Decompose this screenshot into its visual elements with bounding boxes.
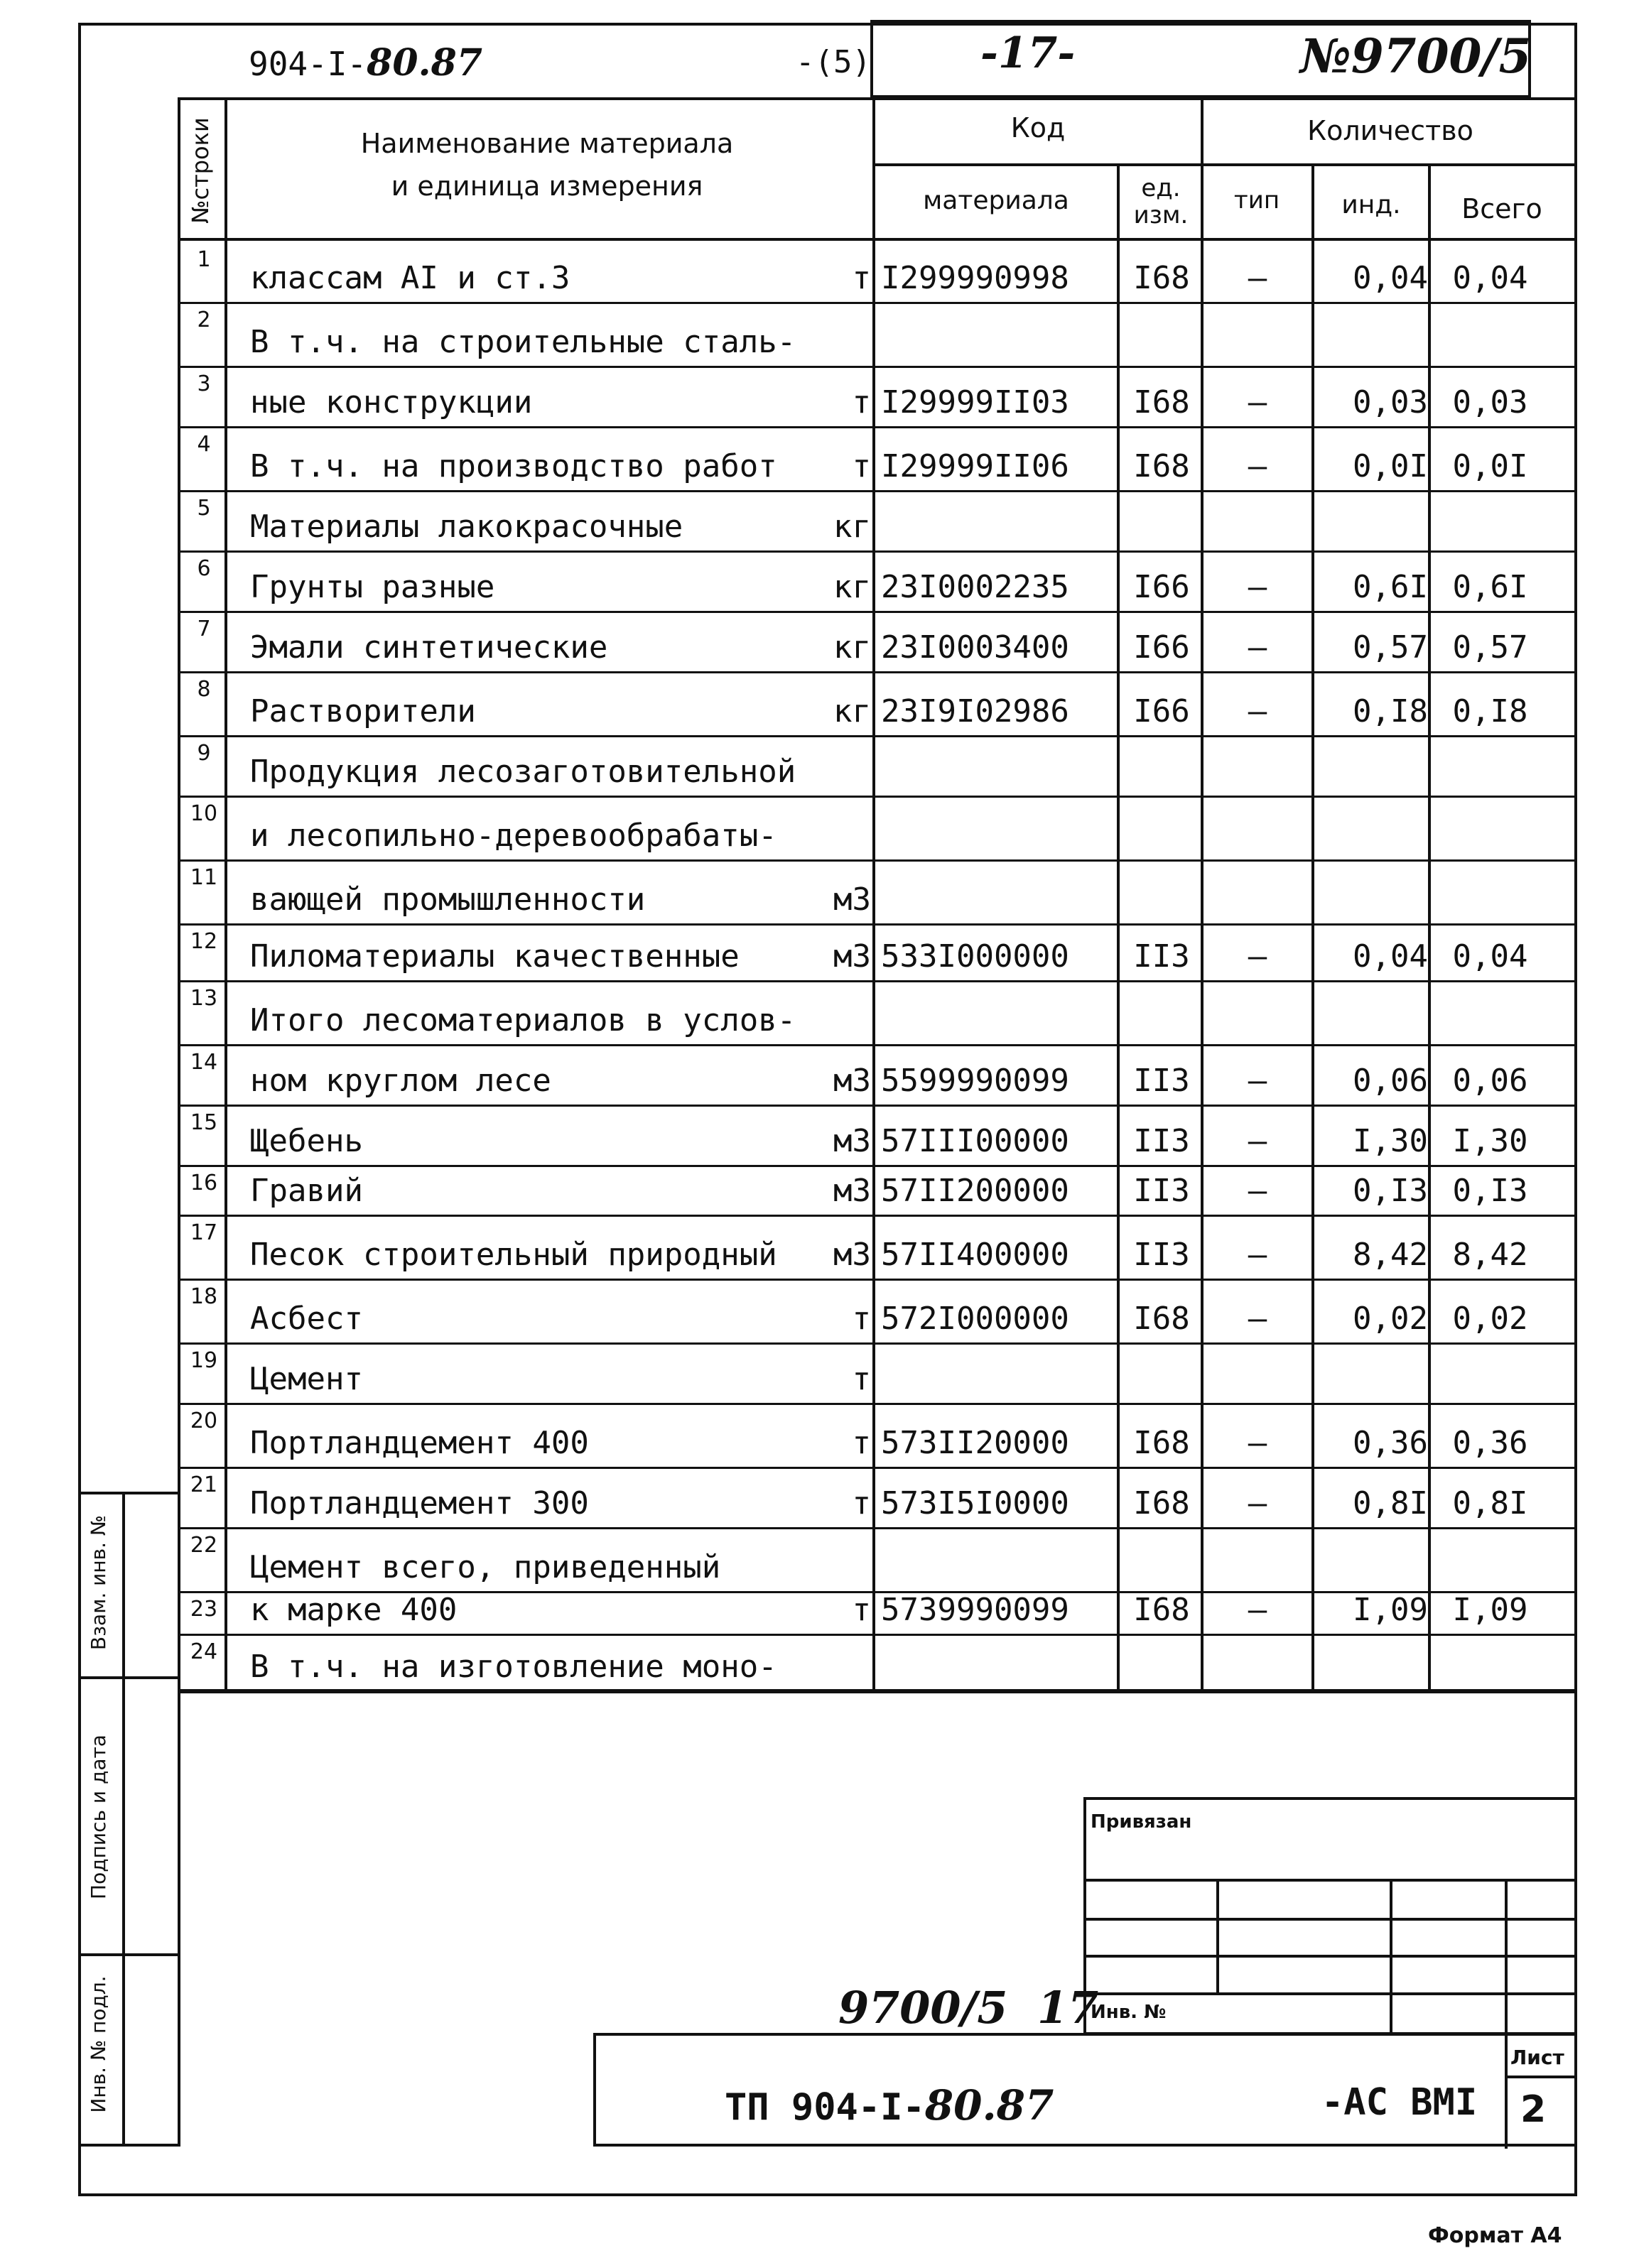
row-vsego	[1432, 735, 1549, 796]
row-ed-izm	[1119, 735, 1204, 796]
row-vsego	[1432, 980, 1549, 1044]
header-bottom-line	[178, 238, 1577, 241]
row-vsego	[1432, 302, 1549, 366]
row-ind: 0,6I	[1353, 569, 1428, 605]
row-tip	[1204, 735, 1311, 796]
row-name: и лесопильно-деревообрабаты-	[250, 818, 777, 854]
col-line-ind	[1428, 163, 1431, 1692]
row-ind	[1314, 859, 1428, 923]
row-ed-izm: II3	[1133, 1173, 1190, 1209]
row-unit: т	[852, 1361, 871, 1397]
row-name: ные конструкции	[250, 384, 533, 420]
row-ind: 0,03	[1353, 384, 1428, 420]
row-ed-izm	[1119, 1342, 1204, 1403]
privyazan-box	[1083, 1797, 1577, 2035]
row-number: 9	[197, 741, 211, 766]
row-unit: м3	[833, 1123, 871, 1159]
header-sub-line	[872, 163, 1577, 166]
row-unit: м3	[833, 1063, 871, 1099]
row-tip	[1204, 1527, 1311, 1591]
row-ind	[1314, 302, 1428, 366]
privyazan-vline-2	[1390, 1879, 1392, 2035]
row-tip: –	[1248, 1123, 1267, 1159]
row-code: 23I9I02986	[881, 693, 1069, 729]
row-number: 3	[197, 371, 211, 396]
list-value: 2	[1520, 2088, 1547, 2131]
header-name-line2: и единица измерения	[391, 170, 703, 202]
side-label-podpis-data: Подпись и дата	[87, 1735, 110, 1899]
row-vsego	[1432, 490, 1549, 550]
row-tip	[1204, 1634, 1311, 1691]
row-vsego	[1432, 1527, 1549, 1591]
row-name: Итого лесоматериалов в услов-	[250, 1002, 796, 1038]
header-row-number: №строки	[187, 117, 214, 224]
row-unit	[803, 1527, 871, 1591]
header-name-line1: Наименование материала	[360, 128, 734, 159]
row-unit	[803, 302, 871, 366]
row-code	[881, 1527, 1115, 1591]
row-number: 24	[190, 1639, 218, 1664]
row-name: ном круглом лесе	[250, 1063, 551, 1099]
row-number: 2	[197, 308, 211, 332]
row-ind: I,09	[1353, 1592, 1428, 1628]
row-vsego: 0,0I	[1452, 448, 1528, 484]
row-ind	[1314, 490, 1428, 550]
row-number: 13	[190, 986, 218, 1011]
title-hand-page: 17	[1037, 1982, 1099, 2034]
row-vsego: I,30	[1452, 1123, 1528, 1159]
row-number: 19	[190, 1348, 218, 1373]
row-vsego	[1432, 796, 1549, 859]
row-code	[881, 735, 1115, 796]
row-vsego: 0,04	[1452, 938, 1528, 975]
inv-no-label: Инв. №	[1091, 2002, 1167, 2023]
row-number: 12	[190, 929, 218, 954]
privyazan-line-3	[1083, 1955, 1577, 1958]
row-unit: м3	[833, 938, 871, 975]
row-vsego: I,09	[1452, 1592, 1528, 1628]
row-tip: –	[1248, 1237, 1267, 1273]
row-number: 16	[190, 1171, 218, 1195]
row-name: Асбест	[250, 1301, 363, 1337]
row-ind: 8,42	[1353, 1237, 1428, 1273]
row-number: 8	[197, 677, 211, 702]
row-code	[881, 1342, 1115, 1403]
row-ind: I,30	[1353, 1123, 1428, 1159]
row-ed-izm: I68	[1133, 1425, 1190, 1461]
row-code: 573II20000	[881, 1425, 1069, 1461]
row-name: В т.ч. на строительные сталь-	[250, 324, 796, 360]
row-tip: –	[1248, 1173, 1267, 1209]
privyazan-label: Привязан	[1091, 1811, 1192, 1833]
row-code	[881, 859, 1115, 923]
row-code: 533I000000	[881, 938, 1069, 975]
row-number: 21	[190, 1472, 218, 1497]
row-code: 5739990099	[881, 1592, 1069, 1628]
row-code: I29999II03	[881, 384, 1069, 420]
side-stamp-line-1	[78, 1676, 180, 1679]
row-vsego: 0,36	[1452, 1425, 1528, 1461]
row-name: Грунты разные	[250, 569, 495, 605]
row-code: 57III00000	[881, 1123, 1069, 1159]
row-ed-izm	[1119, 980, 1204, 1044]
row-number: 11	[190, 865, 218, 890]
header-kolichestvo: Количество	[1307, 115, 1473, 146]
row-unit: т	[852, 448, 871, 484]
list-label: Лист	[1510, 2046, 1564, 2069]
row-name: Эмали синтетические	[250, 629, 608, 666]
row-ind	[1314, 980, 1428, 1044]
row-code	[881, 302, 1115, 366]
row-ed-izm: II3	[1133, 1063, 1190, 1099]
row-ed-izm	[1119, 1634, 1204, 1691]
row-number: 22	[190, 1533, 218, 1558]
row-unit: м3	[833, 1173, 871, 1209]
row-ed-izm: I68	[1133, 260, 1190, 296]
row-tip: –	[1248, 1063, 1267, 1099]
row-ed-izm: I68	[1133, 448, 1190, 484]
row-number: 18	[190, 1284, 218, 1309]
row-number: 15	[190, 1110, 218, 1135]
row-unit: т	[852, 1301, 871, 1337]
row-tip	[1204, 1342, 1311, 1403]
row-vsego: 0,04	[1452, 260, 1528, 296]
row-ed-izm: I68	[1133, 1592, 1190, 1628]
row-ind: 0,I3	[1353, 1173, 1428, 1209]
row-tip: –	[1248, 693, 1267, 729]
row-unit: т	[852, 1425, 871, 1461]
row-ind: 0,57	[1353, 629, 1428, 666]
title-doc-code: ТП 904-I-80.87	[725, 2081, 1054, 2129]
side-stamp-line-2	[78, 1953, 180, 1956]
table-end-line	[178, 1691, 1577, 1693]
row-name: Песок строительный природный	[250, 1237, 777, 1273]
row-ind	[1314, 1527, 1428, 1591]
row-code: 5599990099	[881, 1063, 1069, 1099]
row-code: I299990998	[881, 260, 1069, 296]
row-tip: –	[1248, 260, 1267, 296]
row-number: 17	[190, 1220, 218, 1245]
row-ed-izm: I66	[1133, 569, 1190, 605]
header-ed-izm: ед. изм.	[1133, 174, 1189, 229]
row-code: 572I000000	[881, 1301, 1069, 1337]
row-unit: т	[852, 384, 871, 420]
inventory-handwritten: №9700/5	[1300, 28, 1532, 84]
row-ind: 0,04	[1353, 938, 1428, 975]
row-code	[881, 980, 1115, 1044]
row-name: Продукция лесозаготовительной	[250, 754, 796, 790]
row-vsego: 0,06	[1452, 1063, 1528, 1099]
row-ed-izm: II3	[1133, 938, 1190, 975]
page-number-handwritten: -17-	[980, 28, 1076, 78]
col-line-name	[872, 97, 875, 1692]
row-ed-izm: I68	[1133, 1485, 1190, 1521]
row-tip: –	[1248, 1485, 1267, 1521]
row-unit	[803, 735, 871, 796]
row-name: Растворители	[250, 693, 476, 729]
row-unit	[803, 1634, 871, 1691]
top-doc-code: 904-I-80.87	[249, 41, 483, 85]
row-code: I29999II06	[881, 448, 1069, 484]
row-name: Портландцемент 400	[250, 1425, 589, 1461]
row-ind	[1314, 735, 1428, 796]
row-name: В т.ч. на изготовление моно-	[250, 1649, 777, 1685]
row-vsego: 0,02	[1452, 1301, 1528, 1337]
row-ind	[1314, 1342, 1428, 1403]
row-number: 10	[190, 801, 218, 826]
row-vsego: 0,03	[1452, 384, 1528, 420]
row-tip: –	[1248, 629, 1267, 666]
privyazan-line-1	[1083, 1879, 1577, 1882]
row-unit: т	[852, 260, 871, 296]
row-tip	[1204, 796, 1311, 859]
row-name: Гравий	[250, 1173, 363, 1209]
row-number: 6	[197, 556, 211, 581]
row-unit: кг	[833, 509, 871, 545]
row-name: Пиломатериалы качественные	[250, 938, 740, 975]
row-name: вающей промышленности	[250, 881, 646, 918]
row-unit: кг	[833, 629, 871, 666]
side-label-vzam-inv: Взам. инв. №	[87, 1514, 110, 1651]
row-ed-izm	[1119, 490, 1204, 550]
row-number: 1	[197, 247, 211, 272]
row-unit: кг	[833, 569, 871, 605]
row-ed-izm: I66	[1133, 629, 1190, 666]
row-ed-izm	[1119, 859, 1204, 923]
privyazan-line-4	[1083, 1992, 1577, 1995]
row-vsego: 0,57	[1452, 629, 1528, 666]
row-tip: –	[1248, 938, 1267, 975]
row-code: 57II400000	[881, 1237, 1069, 1273]
privyazan-line-2	[1083, 1918, 1577, 1921]
row-vsego	[1432, 859, 1549, 923]
row-unit: м3	[833, 1237, 871, 1273]
title-hand-inventory: 9700/5	[838, 1982, 1008, 2034]
row-ed-izm: II3	[1133, 1123, 1190, 1159]
row-tip	[1204, 302, 1311, 366]
row-ind: 0,I8	[1353, 693, 1428, 729]
row-tip: –	[1248, 1301, 1267, 1337]
row-ind: 0,0I	[1353, 448, 1428, 484]
row-ind	[1314, 1634, 1428, 1691]
header-kod: Код	[1010, 112, 1066, 143]
row-vsego	[1432, 1634, 1549, 1691]
row-name: классам АI и ст.3	[250, 260, 570, 296]
row-ed-izm: I68	[1133, 1301, 1190, 1337]
row-code: 23I0003400	[881, 629, 1069, 666]
row-code: 23I0002235	[881, 569, 1069, 605]
row-vsego	[1432, 1342, 1549, 1403]
row-vsego: 0,6I	[1452, 569, 1528, 605]
row-tip: –	[1248, 1425, 1267, 1461]
row-number: 20	[190, 1409, 218, 1433]
row-unit: кг	[833, 693, 871, 729]
row-tip: –	[1248, 569, 1267, 605]
row-ind: 0,04	[1353, 260, 1428, 296]
row-ed-izm: II3	[1133, 1237, 1190, 1273]
side-stamp-divider	[122, 1492, 125, 2147]
row-tip: –	[1248, 1592, 1267, 1628]
side-label-inv-podl: Инв. № подл.	[87, 1975, 110, 2113]
row-name: Цемент всего, приведенный	[250, 1549, 721, 1585]
row-ind: 0,36	[1353, 1425, 1428, 1461]
row-unit: м3	[833, 881, 871, 918]
row-ind: 0,06	[1353, 1063, 1428, 1099]
row-number: 4	[197, 432, 211, 457]
row-vsego: 0,I3	[1452, 1173, 1528, 1209]
row-number: 7	[197, 617, 211, 641]
row-ed-izm: I66	[1133, 693, 1190, 729]
row-name: к марке 400	[250, 1592, 458, 1628]
row-ed-izm	[1119, 796, 1204, 859]
row-number: 5	[197, 496, 211, 521]
row-unit: т	[852, 1592, 871, 1628]
row-unit	[803, 980, 871, 1044]
row-ed-izm	[1119, 1527, 1204, 1591]
row-vsego: 0,I8	[1452, 693, 1528, 729]
row-vsego: 8,42	[1452, 1237, 1528, 1273]
row-ind: 0,02	[1353, 1301, 1428, 1337]
row-tip	[1204, 490, 1311, 550]
row-unit	[803, 796, 871, 859]
sheet-marker: -(5)	[796, 44, 871, 80]
header-ind: инд.	[1341, 190, 1401, 219]
col-line-num	[225, 97, 227, 1692]
row-name: Портландцемент 300	[250, 1485, 589, 1521]
row-ind: 0,8I	[1353, 1485, 1428, 1521]
title-doc-suffix: -АС ВМI	[1321, 2081, 1478, 2124]
row-name: Цемент	[250, 1361, 363, 1397]
format-label: Формат А4	[1428, 2223, 1562, 2248]
row-ed-izm	[1119, 302, 1204, 366]
row-ind	[1314, 796, 1428, 859]
header-vsego: Всего	[1461, 193, 1542, 224]
privyazan-vline-1	[1216, 1879, 1219, 1992]
row-number: 23	[190, 1597, 218, 1622]
row-code	[881, 1634, 1115, 1691]
header-material: материала	[923, 186, 1069, 215]
row-tip: –	[1248, 384, 1267, 420]
header-tip: тип	[1233, 186, 1280, 215]
row-tip	[1204, 980, 1311, 1044]
row-code: 573I5I0000	[881, 1485, 1069, 1521]
row-unit: т	[852, 1485, 871, 1521]
row-name: Материалы лакокрасочные	[250, 509, 683, 545]
row-tip	[1204, 859, 1311, 923]
row-name: Щебень	[250, 1123, 363, 1159]
row-vsego: 0,8I	[1452, 1485, 1528, 1521]
row-tip: –	[1248, 448, 1267, 484]
row-name: В т.ч. на производство работ	[250, 448, 777, 484]
row-code	[881, 796, 1115, 859]
row-number: 14	[190, 1050, 218, 1075]
row-ed-izm: I68	[1133, 384, 1190, 420]
row-code: 57II200000	[881, 1173, 1069, 1209]
list-divider	[1505, 2076, 1577, 2078]
row-code	[881, 490, 1115, 550]
